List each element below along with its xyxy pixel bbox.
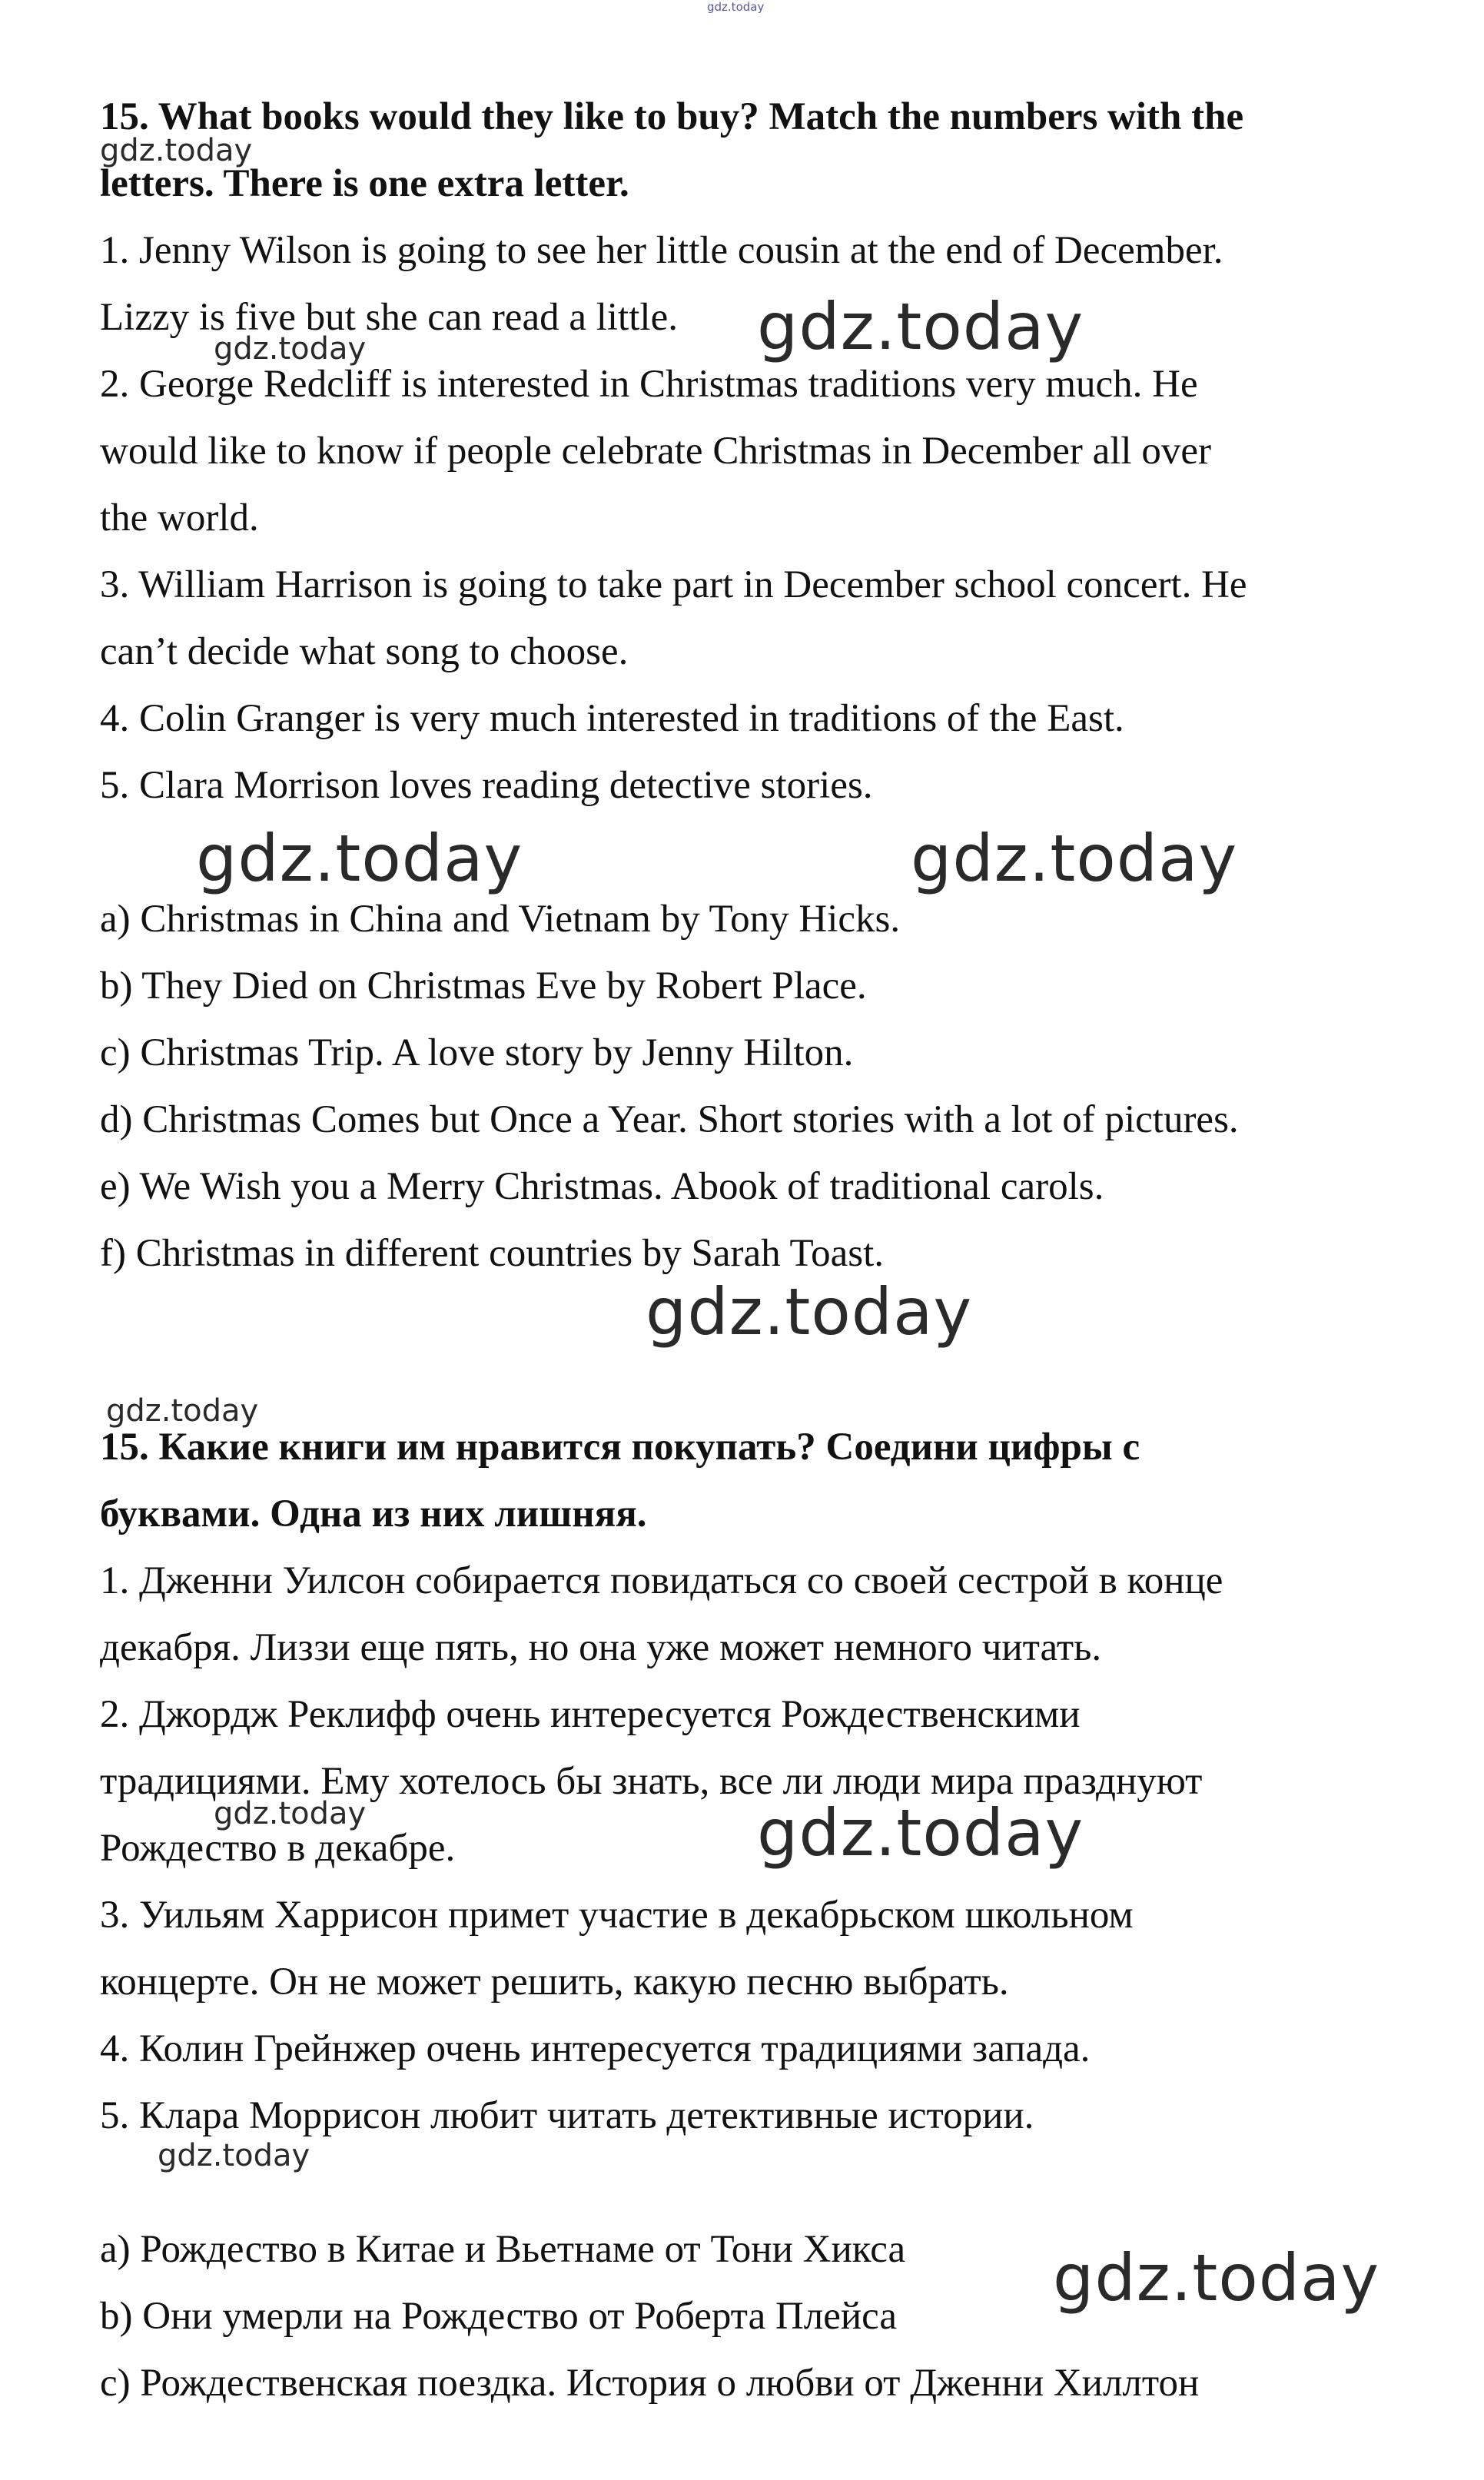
task-line-ru: 1. Дженни Уилсон собирается повидаться со своей сестрой в конце xyxy=(100,1559,1223,1602)
book-option-en: d) Christmas Comes but Once a Year. Short stories with a lot of pictures. xyxy=(100,1098,1239,1141)
book-option-en: a) Christmas in China and Vietnam by Tony Hicks. xyxy=(100,898,901,941)
watermark: gdz.today xyxy=(214,331,367,367)
task-line-en: Lizzy is five but she can read a little. xyxy=(100,296,678,339)
task-line-ru: 3. Уильям Харрисон примет участие в декабрьском школьном xyxy=(100,1894,1134,1937)
task-line-en: would like to know if people celebrate Christmas in December all over xyxy=(100,430,1211,473)
task-line-en: 3. William Harrison is going to take part in December school concert. He xyxy=(100,563,1247,606)
watermark: gdz.today xyxy=(158,2138,310,2173)
task-line-ru: декабря. Лиззи еще пять, но она уже может немного читать. xyxy=(100,1626,1102,1669)
task-line-ru: Рождество в декабре. xyxy=(100,1827,456,1870)
book-option-en: b) They Died on Christmas Eve by Robert Place. xyxy=(100,964,867,1008)
task-line-en: 2. George Redcliff is interested in Christmas traditions very much. He xyxy=(100,363,1198,406)
task-line-ru: 2. Джордж Реклифф очень интересуется Рождественскими xyxy=(100,1693,1081,1736)
watermark: gdz.today xyxy=(757,289,1084,364)
task-line-en: 5. Clara Morrison loves reading detective stories. xyxy=(100,764,873,807)
book-option-ru: a) Рождество в Китае и Вьетнаме от Тони Хикса xyxy=(100,2228,906,2271)
watermark: gdz.today xyxy=(757,1795,1084,1871)
watermark: gdz.today xyxy=(100,133,253,168)
exercise-heading-ru: буквами. Одна из них лишняя. xyxy=(100,1492,647,1535)
book-option-en: f) Christmas in different countries by Sarah Toast. xyxy=(100,1232,884,1275)
watermark: gdz.today xyxy=(196,821,523,896)
book-option-en: c) Christmas Trip. A love story by Jenny Hilton. xyxy=(100,1031,854,1074)
exercise-heading-ru: 15. Какие книги им нравится покупать? Соедини цифры с xyxy=(100,1426,1140,1469)
task-line-en: can’t decide what song to choose. xyxy=(100,630,629,673)
watermark: gdz.today xyxy=(707,0,765,14)
watermark: gdz.today xyxy=(646,1274,973,1350)
exercise-heading-en: 15. What books would they like to buy? Match the numbers with the xyxy=(100,95,1244,138)
task-line-en: 1. Jenny Wilson is going to see her little cousin at the end of December. xyxy=(100,229,1223,272)
book-option-ru: c) Рождественская поездка. История о любви от Дженни Хиллтон xyxy=(100,2362,1200,2405)
book-option-ru: b) Они умерли на Рождество от Роберта Плейса xyxy=(100,2295,898,2338)
task-line-en: the world. xyxy=(100,496,259,539)
watermark: gdz.today xyxy=(214,1796,367,1831)
task-line-ru: концерте. Он не может решить, какую песню выбрать. xyxy=(100,1960,1009,2004)
watermark: gdz.today xyxy=(106,1393,259,1429)
watermark: gdz.today xyxy=(1053,2240,1380,2316)
exercise-heading-en: letters. There is one extra letter. xyxy=(100,162,629,205)
task-line-en: 4. Colin Granger is very much interested in traditions of the East. xyxy=(100,697,1124,740)
task-line-ru: традициями. Ему хотелось бы знать, все ли люди мира празднуют xyxy=(100,1760,1203,1803)
book-option-en: e) We Wish you a Merry Christmas. Abook of traditional carols. xyxy=(100,1165,1104,1208)
task-line-ru: 5. Клара Моррисон любит читать детективные истории. xyxy=(100,2094,1034,2137)
task-line-ru: 4. Колин Грейнжер очень интересуется традициями запада. xyxy=(100,2027,1091,2070)
watermark: gdz.today xyxy=(911,821,1238,896)
